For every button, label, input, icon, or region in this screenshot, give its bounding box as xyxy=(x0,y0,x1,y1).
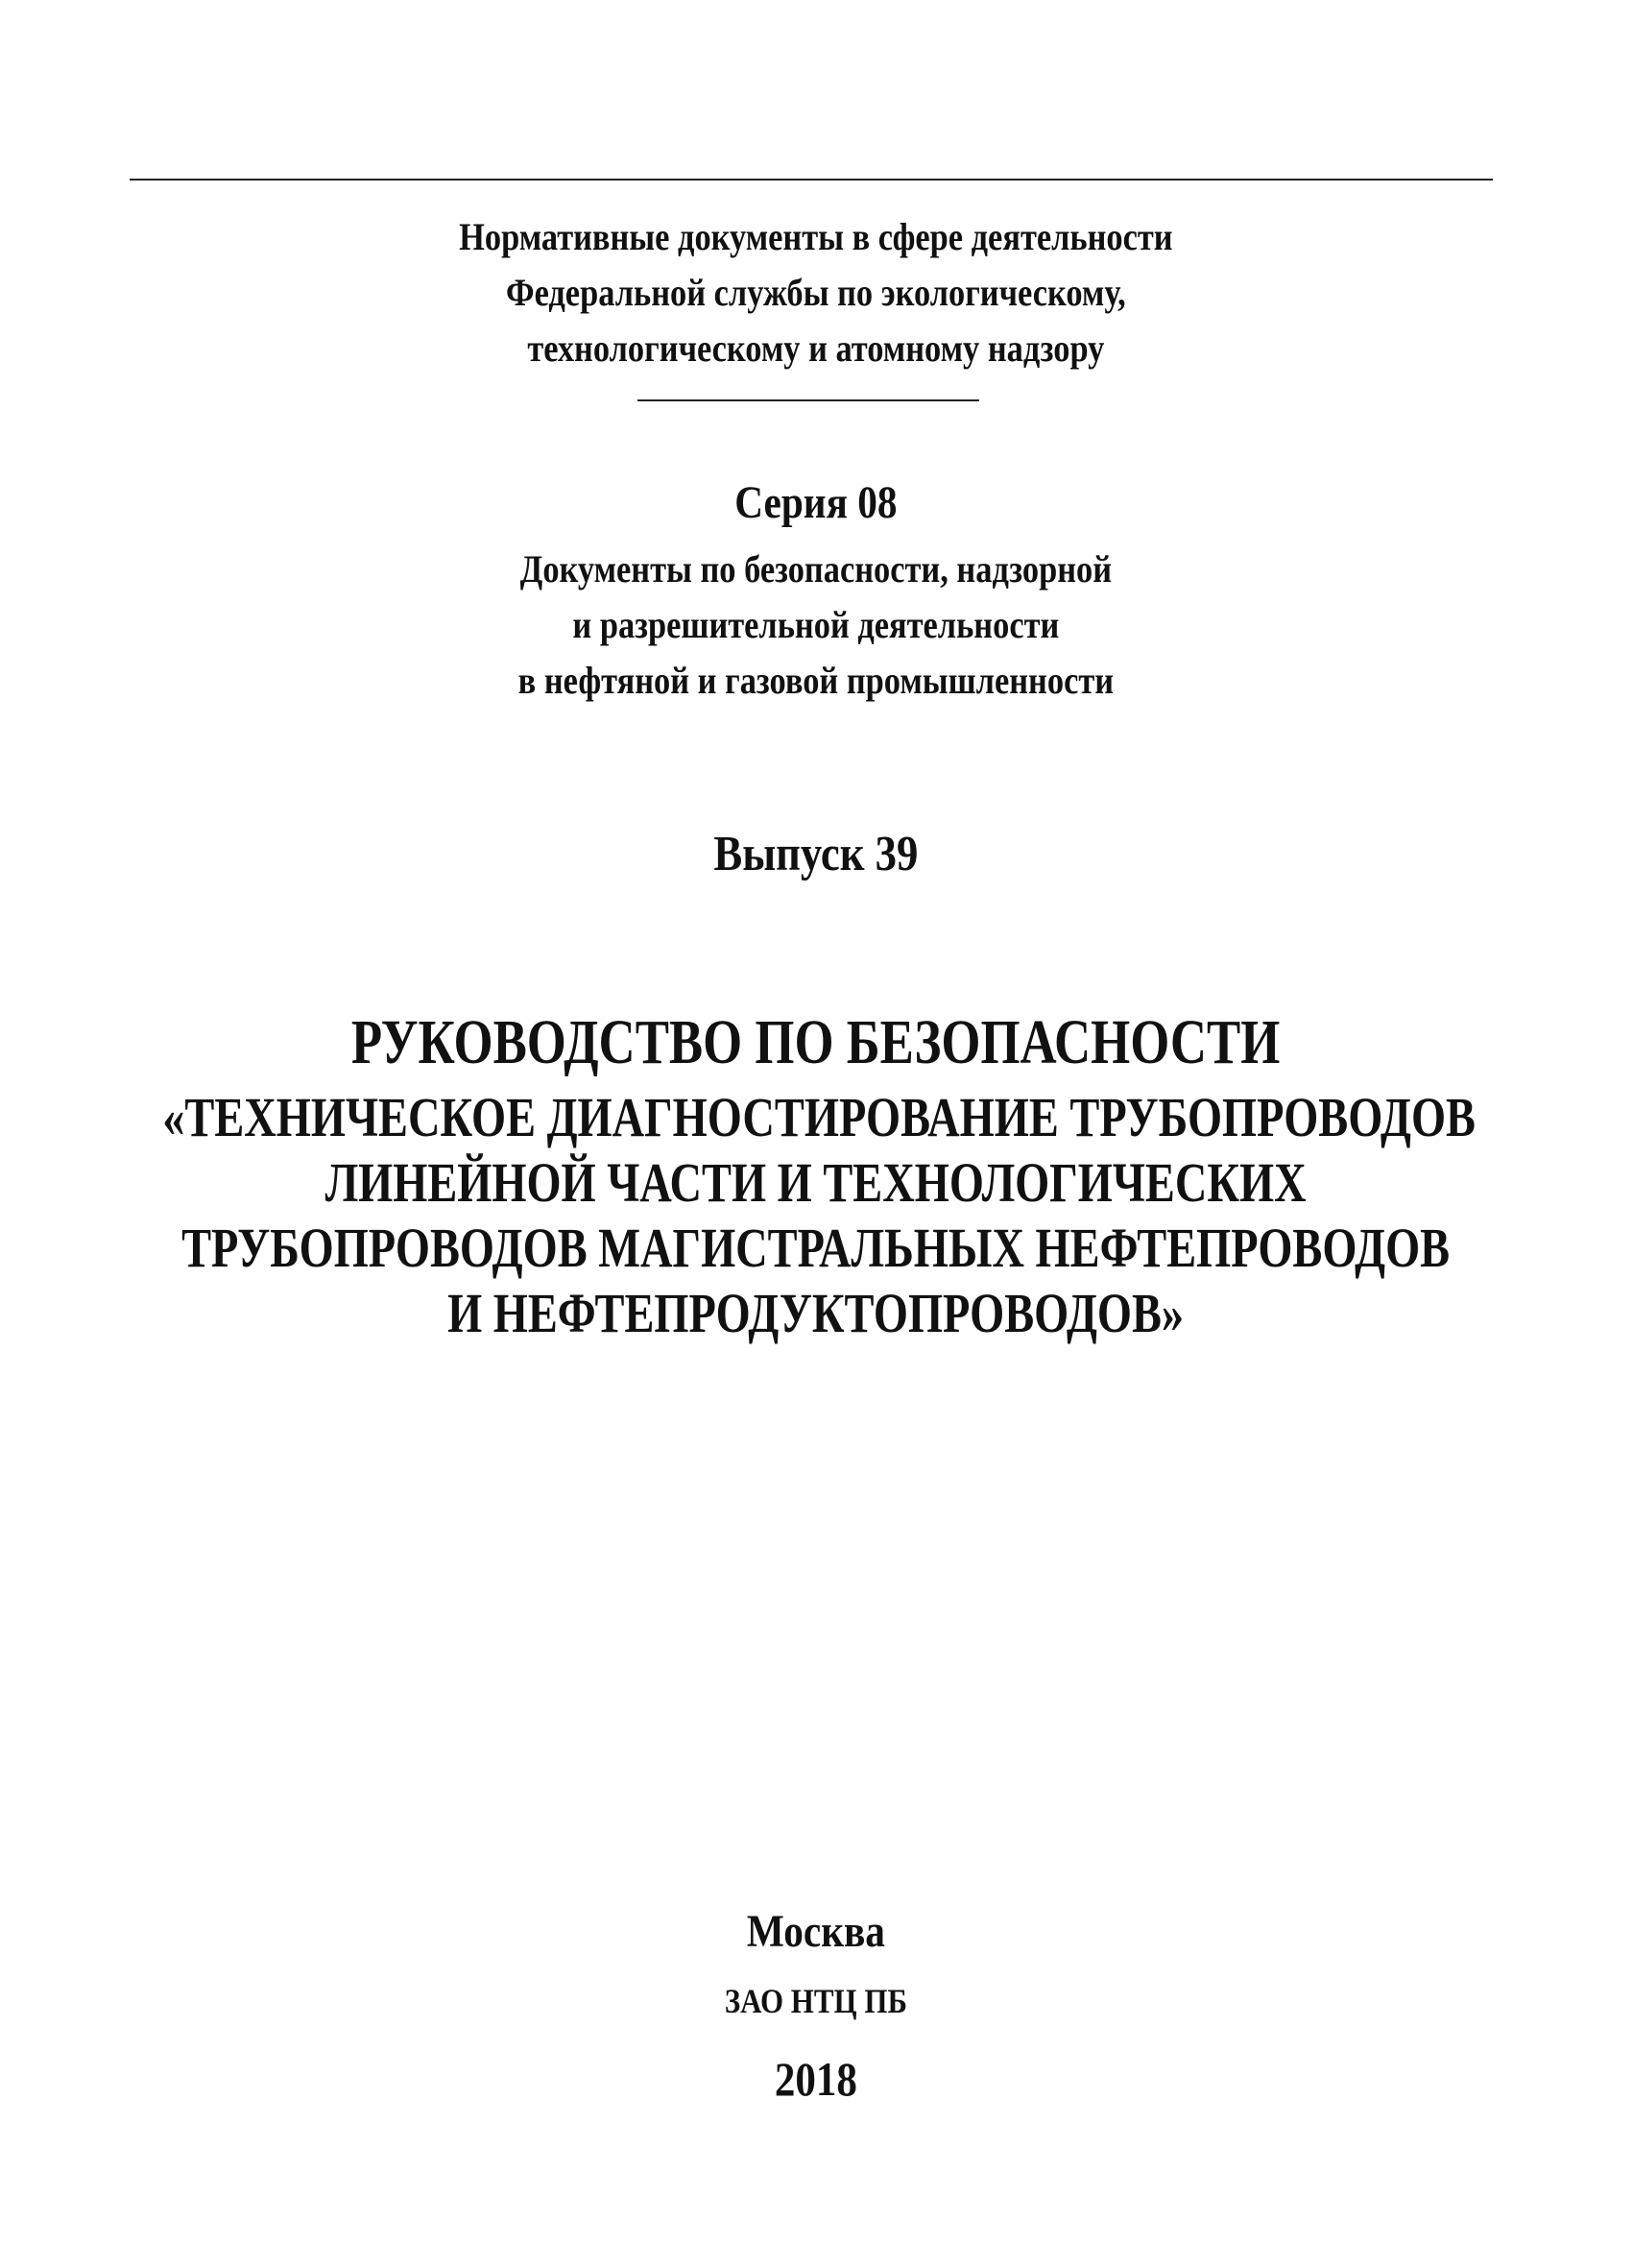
series-line: в нефтяной и газовой промышленности xyxy=(517,659,1115,702)
top-divider-line xyxy=(130,179,1493,181)
header-line: технологическому и атомному надзору xyxy=(527,326,1105,370)
document-title-line: ТРУБОПРОВОДОВ МАГИСТРАЛЬНЫХ НЕФТЕПРОВОДОВ xyxy=(181,1217,1451,1279)
document-heading-text: РУКОВОДСТВО ПО БЕЗОПАСНОСТИ xyxy=(350,1007,1281,1077)
document-title-line: ЛИНЕЙНОЙ ЧАСТИ И ТЕХНОЛОГИЧЕСКИХ xyxy=(324,1151,1307,1214)
document-title xyxy=(162,1085,1476,1346)
imprint-city: Москва xyxy=(746,1906,885,1957)
document-title-line: И НЕФТЕПРОДУКТОПРОВОДОВ» xyxy=(447,1282,1185,1344)
header-divider-line xyxy=(637,399,979,401)
document-heading xyxy=(162,1006,1469,1079)
issuing-authority-header xyxy=(113,209,1518,376)
series-line: Документы по безопасности, надзорной xyxy=(519,547,1113,591)
issue-number: Выпуск 39 xyxy=(713,827,919,881)
imprint-year: 2018 xyxy=(774,2052,857,2106)
document-title-line: «ТЕХНИЧЕСКОЕ ДИАГНОСТИРОВАНИЕ ТРУБОПРОВОДОВ xyxy=(162,1086,1476,1148)
series-title: Серия 08 xyxy=(734,477,898,528)
header-line: Федеральной службы по экологическому, xyxy=(506,271,1126,314)
series-description xyxy=(113,542,1518,709)
series-line: и разрешительной деятельности xyxy=(572,603,1060,646)
imprint-publisher: ЗАО НТЦ ПБ xyxy=(724,1982,907,2020)
header-line: Нормативные документы в сфере деятельности xyxy=(459,215,1173,258)
